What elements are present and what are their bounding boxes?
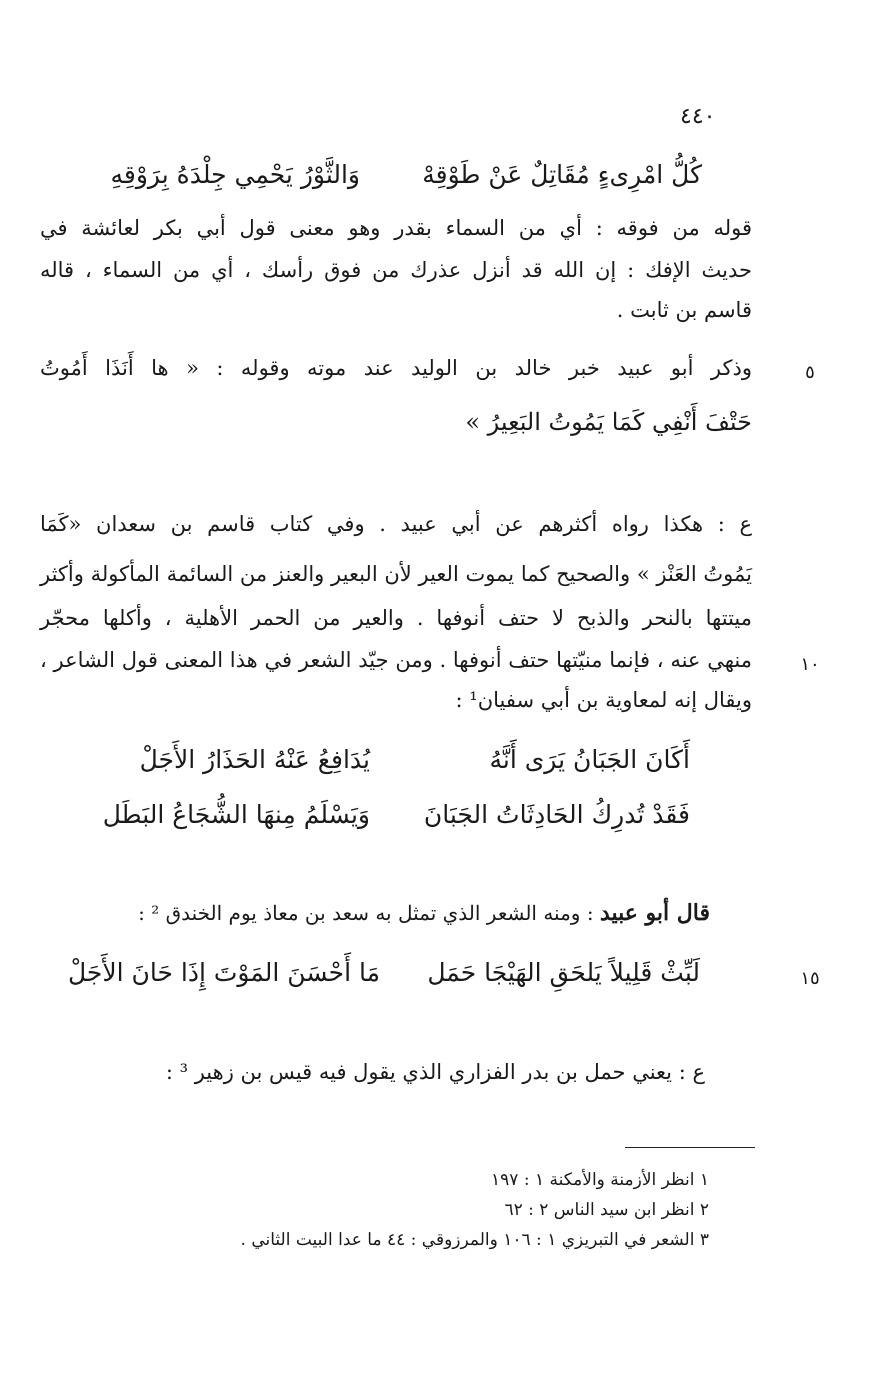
para3-line-5: ويقال إنه لمعاوية بن أبي سفيان¹ :	[455, 688, 752, 712]
verse2-line2-left: وَيَسْلَمُ مِنهَا الشُّجَاعُ البَطَل	[102, 800, 370, 829]
para3-line-3: ميتتها بالنحر والذبح لا حتف أنوفها . والعير من الحمر الأهلية ، وأكلها محجّر	[40, 606, 752, 630]
para1-line-3: قاسم بن ثابت .	[616, 298, 752, 322]
para4-rest: : ومنه الشعر الذي تمثل به سعد بن معاذ يوم الخندق ² :	[138, 901, 594, 925]
para3-line-2: يَمُوتُ العَنْز » والصحيح كما يموت العير لأن البعير والعنز من السائمة المأكولة وأكثر	[40, 562, 752, 586]
para4-lead: قال أبو عبيد	[599, 900, 710, 926]
line-number-5: ٥	[805, 362, 815, 383]
para2-line-2: حَتْفَ أَنْفِي كَمَا يَمُوتُ البَعِيرُ »	[465, 408, 752, 436]
verse2-line1-left: يُدَافِعُ عَنْهُ الحَذَارُ الأَجَلْ	[139, 745, 370, 774]
footnote-separator	[625, 1147, 755, 1148]
line-number-10: ١٠	[800, 654, 820, 675]
para3-line-1: ع : هكذا رواه أكثرهم عن أبي عبيد . وفي كتاب قاسم بن سعدان «كَمَا	[40, 512, 752, 536]
para1-line-1: قوله من فوقه : أي من السماء بقدر وهو معنى قول أبي بكر لعائشة في	[40, 216, 752, 240]
footnote-3: ٣ الشعر في التبريزي ١ : ١٠٦ والمرزوقي : ٤٤ ما عدا البيت الثاني .	[240, 1230, 709, 1250]
footnote-1: ١ انظر الأزمنة والأمكنة ١ : ١٩٧	[491, 1170, 709, 1190]
footnote-2: ٢ انظر ابن سيد الناس ٢ : ٦٢	[504, 1200, 709, 1220]
verse3-hemistich-left: مَا أَحْسَنَ المَوْتَ إِذَا حَانَ الأَجَلْ	[68, 958, 380, 987]
para2-line-1: وذكر أبو عبيد خبر خالد بن الوليد عند موته وقوله : « ها أَنَذَا أَمُوتُ	[40, 356, 752, 380]
verse3-hemistich-right: لَبِّثْ قَلِيلاً يَلحَقِ الهَيْجَا حَمَل	[427, 958, 700, 987]
para4-line	[70, 900, 710, 926]
para5-line: ع : يعني حمل بن بدر الفزاري الذي يقول فيه قيس بن زهير ³ :	[165, 1060, 705, 1084]
para1-line-2: حديث الإفك : إن الله قد أنزل عذرك من فوق رأسك ، أي من السماء ، قاله	[40, 258, 752, 282]
para3-line-4: منهي عنه ، فإنما منيّتها حتف أنوفها . ومن جيّد الشعر في هذا المعنى قول الشاعر ،	[40, 648, 752, 672]
verse1-hemistich-left: وَالثَّوْرُ يَحْمِي جِلْدَهُ بِرَوْقِهِ	[110, 160, 360, 189]
verse2-line2-right: فَقَدْ تُدرِكُ الحَادِثَاتُ الجَبَانَ	[423, 800, 690, 829]
verse2-line1-right: أَكَانَ الجَبَانُ يَرَى أَنَّهُ	[489, 745, 690, 774]
line-number-15: ١٥	[800, 968, 820, 989]
verse1-hemistich-right: كُلُّ امْرِىءٍ مُقَاتِلٌ عَنْ طَوْقِهْ	[422, 160, 702, 189]
page-number: ٤٤٠	[680, 104, 716, 129]
